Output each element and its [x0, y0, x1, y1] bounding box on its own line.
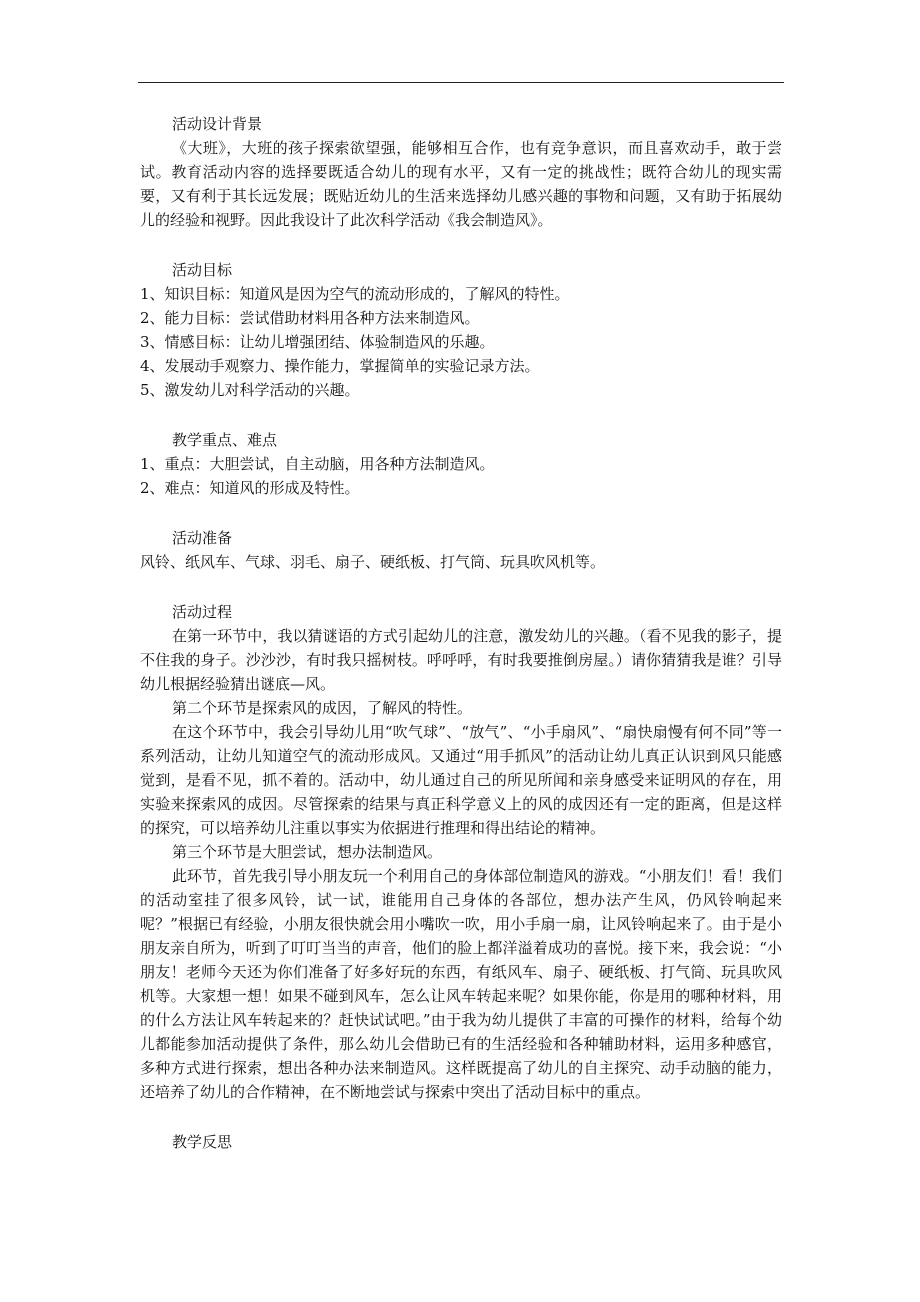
- goal-item: 1、知识目标：知道风是因为空气的流动形成的，了解风的特性。: [140, 285, 570, 303]
- preparation-list: 风铃、纸风车、气球、羽毛、扇子、硬纸板、打气筒、玩具吹风机等。: [140, 553, 606, 571]
- section-gap: [140, 500, 782, 526]
- section-heading-preparation: 活动准备: [172, 529, 233, 547]
- process-paragraph: 第三个环节是大胆尝试，想办法制造风。: [172, 843, 443, 861]
- process-paragraph: 在这个环节中，我会引导幼儿用“吹气球”、“放气”、“小手扇风”、“扇快扇慢有何不同”等一系列活动，让幼儿知道空气的流动形成风。又通过“用手抓风”的活动让幼儿真正认识到风只能感觉到，是看不见，抓不着的。活动中，幼儿通过自己的所见所闻和亲身感受来证明风的存在，用实验来探索风的成因。尽管探索的结果与真正科学意义上的风的成因还有一定的距离，但是这样的探究，可以培养幼儿注重以事实为依据进行推理和得出结论的精神。: [140, 723, 782, 837]
- section-heading-process: 活动过程: [172, 603, 233, 621]
- goal-item: 2、能力目标：尝试借助材料用各种方法来制造风。: [140, 309, 480, 327]
- section-gap: [140, 574, 782, 600]
- goal-item: 4、发展动手观察力、操作能力，掌握简单的实验记录方法。: [140, 357, 540, 375]
- background-paragraph: 《大班》，大班的孩子探索欲望强，能够相互合作，也有竞争意识，而且喜欢动手，敢于尝试。教育活动内容的选择要既适合幼儿的现有水平，又有一定的挑战性；既符合幼儿的现实需要，又有利于其长远发展；既贴近幼儿的生活来选择幼儿感兴趣的事物和问题，又有助于拓展幼儿的经验和视野。因此我设计了此次科学活动《我会制造风》。: [140, 139, 782, 229]
- process-paragraph: 在第一环节中，我以猜谜语的方式引起幼儿的注意，激发幼儿的兴趣。（看不见我的影子，提不住我的身子。沙沙沙，有时我只摇树枝。呼呼呼，有时我要推倒房屋。）请你猜猜我是谁？引导幼儿根据经验猜出谜底—风。: [140, 627, 782, 693]
- process-paragraph: 此环节，首先我引导小朋友玩一个利用自己的身体部位制造风的游戏。“小朋友们！看！我们的活动室挂了很多风铃，试一试，谁能用自己身体的各部位，想办法产生风，仍风铃响起来呢？”根据已有经验，小朋友很快就会用小嘴吹一吹，用小手扇一扇，让风铃响起来了。由于是小朋友亲自所为，听到了叮叮当当的声音，他们的脸上都洋溢着成功的喜悦。接下来，我会说：“小朋友！老师今天还为你们准备了好多好玩的东西，有纸风车、扇子、硬纸板、打气筒、玩具吹风机等。大家想一想！如果不碰到风车，怎么让风车转起来呢？如果你能，你是用的哪种材料，用的什么方法让风车转起来的？赶快试试吧。”由于我为幼儿提供了丰富的可操作的材料，给每个幼儿都能参加活动提供了条件，那么幼儿会借助已有的生活经验和各种辅助材料，运用多种感官，多种方式进行探索，想出各种办法来制造风。这样既提高了幼儿的自主探究、动手动脑的能力，还培养了幼儿的合作精神，在不断地尝试与探索中突出了活动目标中的重点。: [140, 867, 782, 1101]
- section-gap: [140, 232, 782, 258]
- goal-item: 5、激发幼儿对科学活动的兴趣。: [140, 381, 360, 399]
- section-heading-background: 活动设计背景: [172, 115, 263, 133]
- section-heading-reflection: 教学反思: [172, 1133, 233, 1151]
- section-heading-key-points: 教学重点、难点: [172, 431, 278, 449]
- process-paragraph: 第二个环节是探索风的成因，了解风的特性。: [172, 699, 473, 717]
- key-point-item: 1、重点：大胆尝试，自主动脑，用各种方法制造风。: [140, 455, 495, 473]
- header-rule: [138, 82, 784, 83]
- goal-item: 3、情感目标：让幼儿增强团结、体验制造风的乐趣。: [140, 333, 495, 351]
- document-body: [140, 112, 782, 1154]
- section-gap: [140, 402, 782, 428]
- section-gap: [140, 1104, 782, 1130]
- key-point-item: 2、难点：知道风的形成及特性。: [140, 479, 360, 497]
- section-heading-goals: 活动目标: [172, 261, 233, 279]
